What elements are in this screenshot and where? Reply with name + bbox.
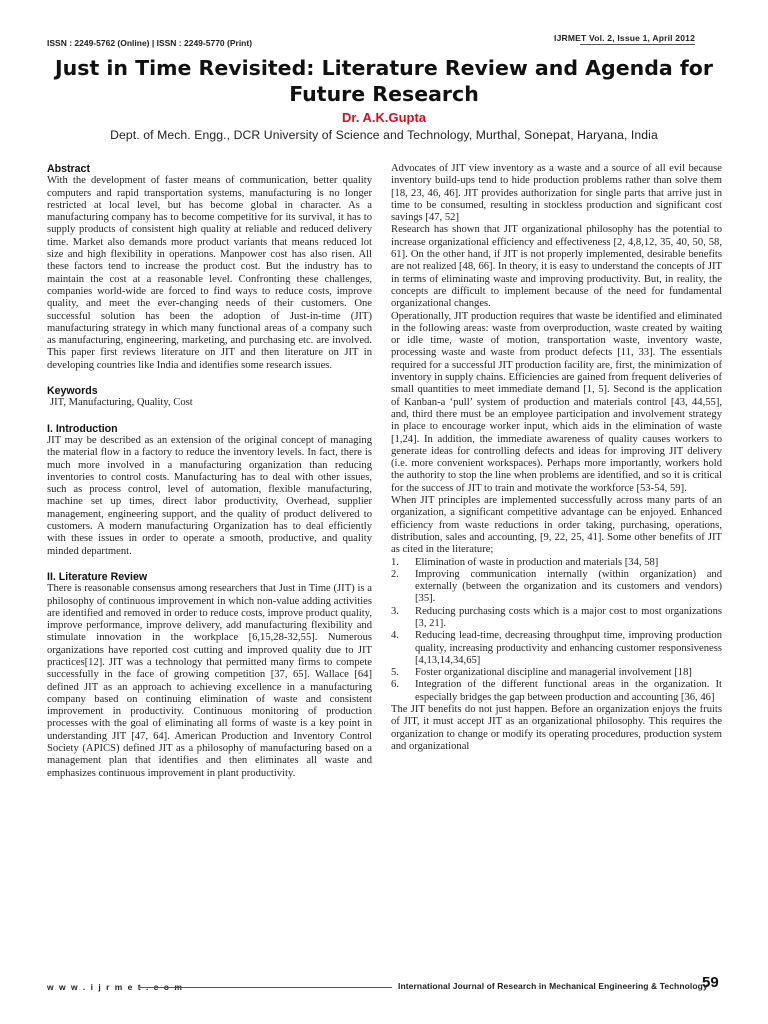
paper-title: Just in Time Revisited: Literature Review and Agenda for Future Research <box>55 56 713 106</box>
header-rule <box>580 44 695 45</box>
footer-rule <box>140 987 392 988</box>
right-column <box>391 163 722 753</box>
introduction-text: JIT may be described as an extension of the original concept of managing the material flow in a factory to reduce the inventory levels. In fact, there is much more involved in a manufacturing organization than reducing inventories to control costs. Manufacturing has to deal with other issues, such as process control, level of automation, flexible manufacturing, machine set up times, direct labor productivity, Overhead, supplier management, engineering support, and the quality of product delivered to customers. A modern manufacturing Organization has to deal efficiently with these issues in order to operate a smooth, productive, and quality minded department. <box>47 434 372 557</box>
abstract-text: With the development of faster means of communication, better quality computers and rapid transportation systems, manufacturing is no longer restricted at local level, but has become global in character. As a manufacturing company has to become competitive for its survival, it has to supply products of consistent high quality at reliable and reduced delivery time. Market also demands more product variants that means reduced lot size and high flexibility in operations. Manpower cost has also risen. All these factors tend to increase the product cost. But the industry has to maintain the cost at a reasonable level. Confronting these challenges, companies world-wide are forced to find ways to reduce costs, improve quality, and meet the ever-changing needs of their customers. One successful solution has been the adoption of Just-in-time (JIT) manufacturing strategy in which many functional areas of a company such as manufacturing, engineering, marketing, and purchasing etc. are involved. This paper first reviews literature on JIT and then literature on JIT in developing countries like India and identifies some research issues. <box>47 175 372 371</box>
paragraph-jit-advantage: When JIT principles are implemented successfully across many parts of an organization, a significant competitive advantage can be enjoyed. Enhanced efficiency from waste reductions in order taking, purchasing, operations, distribution, sales and accounting, [9, 22, 25, 41]. Some other benefits of JIT as cited in the literature; <box>391 495 722 556</box>
paragraph-inventory-waste: Advocates of JIT view inventory as a waste and a source of all evil because inventory build-ups tend to hide production problems rather than solve them [18, 23, 46, 46]. JIT provides authorization for single parts that arrive just in time to be consumed, resulting in stockless production and significant cost savings [47, 52] <box>391 163 722 224</box>
left-column <box>47 163 372 780</box>
paragraph-jit-benefits: The JIT benefits do not just happen. Before an organization enjoys the fruits of JIT, it must accept JIT as an organizational philosophy. This requires the organization to change or modify its operating procedures, production system and organizational <box>391 704 722 752</box>
keywords-text: JIT, Manufacturing, Quality, Cost <box>50 397 193 409</box>
keywords-heading: Keywords <box>47 385 98 398</box>
issn-header: ISSN : 2249-5762 (Online) | ISSN : 2249-5770 (Print) <box>47 38 253 48</box>
list-item: 5. Foster organizational discipline and managerial involvement [18] <box>391 667 692 679</box>
page-number: 59 <box>702 974 719 991</box>
journal-issue-header: IJRMET Vol. 2, Issue 1, April 2012 <box>554 33 695 43</box>
author-affiliation: Dept. of Mech. Engg., DCR University of Science and Technology, Murthal, Sonepat, Haryana, India <box>110 128 658 142</box>
footer-journal-name: International Journal of Research in Mechanical Engineering & Technology <box>398 981 708 991</box>
footer-website: w w w . i j r m e t . c o m <box>47 982 184 992</box>
list-item: 1. Elimination of waste in production and materials [34, 58] <box>391 556 659 568</box>
abstract-heading: Abstract <box>47 163 90 175</box>
list-item: 6. Integration of the different functional areas in the organization. It especially bridges the gap between production and accounting [36, 46] <box>391 679 722 703</box>
paragraph-research-shown: Research has shown that JIT organizational philosophy has the potential to increase organizational efficiency and effectiveness [2, 4,8,12, 35, 40, 50, 58, 61]. On the other hand, if JIT is not properly implemented, desirable benefits are not realized [48, 66]. In theory, it is easy to understand the concepts of JIT in terms of eliminating waste and improving productivity. But, in reality, the concepts are difficult to implement because of the need for fundamental organizational changes. <box>391 224 722 310</box>
paragraph-operational-waste: Operationally, JIT production requires that waste be identified and eliminated in the following areas: waste from overproduction, waste created by waiting or idle time, waste of motion, transportation waste, inventory waste, processing waste and waste from product defects [11, 33]. The essentials required for a successful JIT production facility are, first, the minimization of inventory in supply chains. Efficiencies are gained from frequent deliveries of small quantities to meet immediate demand [1, 5]. Second is the application of Kanban-a ‘pull’ system of production and materials control [43, 44,55], and, third there must be an employee participation and involvement strategy in place to encourage worker input, which aids in the elimination of waste [1,24]. In addition, the immediate awareness of quality causes workers to generate ideas for controlling defects and ideas for improving JIT delivery (i.e. more convenient workspaces). Perhaps more importantly, workers hold the authority to stop the line when problems are identified, and so it is critical for the success of JIT to train and motivate the workforce [53-54, 59]. <box>391 310 722 494</box>
literature-review-heading: II. Literature Review <box>47 570 148 583</box>
introduction-heading: I. Introduction <box>47 422 118 435</box>
list-item: 2. Improving communication internally (within organization) and externally (between the organization and its customers and vendors) [35]. <box>391 568 722 605</box>
list-item: 3. Reducing purchasing costs which is a major cost to most organizations [3, 21]. <box>391 605 722 629</box>
literature-review-text: There is reasonable consensus among researchers that Just in Time (JIT) is a philosophy of continuous improvement in which non-value adding activities are identified and removed in order to reduce costs, improve product quality, improve performance, improve delivery, add manufacturing flexibility and stimulate innovation in the workplace [6,15,28-32,55]. Numerous organizations have reported cost cutting and improved quality due to JIT practices[12]. JIT was a technology that permitted many firms to compete successfully in the face of growing competition [37, 65]. Wallace [64] defined JIT as an approach to achieving excellence in a manufacturing company based on continuing elimination of waste and consistent improvement in productivity. Continuous monitoring of production processes with the goal of eliminating all forms of waste is a key point in understanding JIT [47, 64]. American Production and Inventory Control Society (APICS) defined JIT as a philosophy of manufacturing based on a management plan that identifies and then eliminates all waste and emphasizes continuous improvement in plant productivity. <box>47 583 372 779</box>
author-name: Dr. A.K.Gupta <box>341 110 427 125</box>
list-item: 4. Reducing lead-time, decreasing throughput time, improving production quality, increasing productivity and enhancing customer responsiveness [4,13,14,34,65] <box>391 630 722 666</box>
benefits-list <box>391 557 722 705</box>
